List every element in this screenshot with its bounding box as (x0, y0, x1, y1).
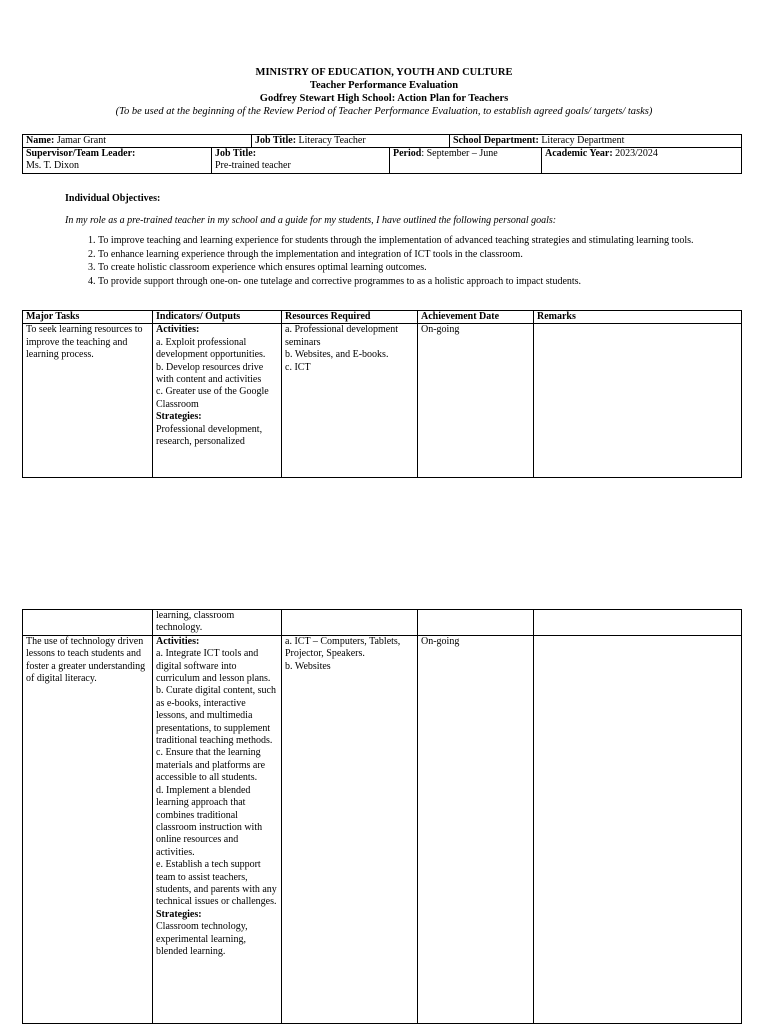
activity-item: a. Exploit professional development opportunities. (156, 336, 266, 361)
achievement-date-cell: On-going (418, 324, 534, 478)
strategies-label: Strategies: (156, 908, 202, 920)
academic-year-value: 2023/2024 (612, 148, 658, 159)
name-cell (23, 135, 252, 148)
activity-item: b. Develop resources drive with content and activities (156, 361, 264, 386)
objective-item: 3. To create holistic classroom experience which ensures optimal learning outcomes. (98, 262, 725, 275)
resources-cell (282, 610, 418, 636)
period-value: : September – June (421, 148, 498, 159)
remarks-cell (534, 635, 742, 1023)
activity-item: c. Greater use of the Google Classroom (156, 386, 269, 410)
activity-item: b. Curate digital content, such as e-books, interactive lessons, and multimedia presentations, to supplement traditional teaching methods. (156, 685, 276, 747)
job-title-cell (252, 135, 450, 148)
objective-item: 2. To enhance learning experience through the implementation and integration of ICT tools in the classroom. (98, 249, 725, 262)
table-header-row (23, 311, 742, 324)
objectives-list (65, 235, 725, 288)
indicators-cell: learning, classroom technology. (153, 610, 282, 636)
table-row (23, 324, 742, 478)
usage-note: (To be used at the beginning of the Review Period of Teacher Performance Evaluation, to establish agreed goals/ targets/ tasks) (115, 106, 653, 117)
col-achievement-date: Achievement Date (418, 311, 534, 324)
activity-item: d. Implement a blended learning approach that combines traditional classroom instruction with online resources and activities. (156, 784, 263, 858)
col-remarks: Remarks (534, 311, 742, 324)
action-plan-table-continued (22, 609, 742, 1024)
school-dept-cell (450, 135, 742, 148)
resource-item: b. Websites (285, 660, 331, 672)
strategies-text: Professional development, research, personalized (156, 423, 263, 448)
info-table-row2 (22, 147, 742, 174)
supervisor-cell (23, 148, 212, 174)
plan-title: Godfrey Stewart High School: Action Plan for Teachers (259, 93, 509, 104)
objectives-intro: In my role as a pre-trained teacher in my school and a guide for my students, I have outlined the following personal goals: (65, 214, 557, 226)
activity-item: c. Ensure that the learning materials and platforms are accessible to all students. (156, 747, 266, 784)
resources-cell (282, 324, 418, 478)
name-label: Name: (26, 135, 55, 146)
col-resources: Resources Required (282, 311, 418, 324)
col-major-tasks: Major Tasks (23, 311, 153, 324)
job-title-label: Job Title: (255, 135, 297, 146)
job-title2-label: Job Title: (215, 148, 257, 159)
activity-item: e. Establish a tech support team to assist teachers, students, and parents with any technical issues or challenges. (156, 859, 277, 908)
remarks-cell (534, 610, 742, 636)
job-title-value: Literacy Teacher (296, 135, 366, 146)
resource-item: a. Professional development seminars (285, 324, 399, 348)
academic-year-cell (542, 148, 742, 174)
table-row (23, 610, 742, 636)
resource-item: a. ICT – Computers, Tablets, Projector, Speakers. (285, 635, 401, 660)
school-dept-label: School Department: (453, 135, 539, 146)
strategies-text: Classroom technology, experimental learning, blended learning. (156, 921, 248, 957)
name-value: Jamar Grant (54, 135, 106, 146)
academic-year-label: Academic Year: (545, 148, 613, 159)
col-indicators: Indicators/ Outputs (153, 311, 282, 324)
task-cell: The use of technology driven lessons to teach students and foster a greater understanding of digital literacy. (23, 635, 153, 1023)
remarks-cell (534, 324, 742, 478)
achievement-date-cell (418, 610, 534, 636)
objective-item: 4. To provide support through one-on- one tutelage and corrective programmes to as a holistic approach to impact students. (98, 276, 725, 289)
individual-objectives (65, 193, 725, 289)
period-cell (390, 148, 542, 174)
activities-label: Activities: (156, 635, 200, 647)
activities-label: Activities: (156, 324, 200, 336)
supervisor-label: Supervisor/Team Leader: (26, 148, 136, 159)
strategies-label: Strategies: (156, 411, 202, 423)
task-cell (23, 610, 153, 636)
objectives-title: Individual Objectives: (65, 193, 161, 204)
document-header (0, 66, 768, 118)
task-cell: To seek learning resources to improve the teaching and learning process. (23, 324, 153, 478)
objective-item: 1. To improve teaching and learning experience for students through the implementation of advanced teaching strategies and stimulating learning tools. (98, 235, 725, 248)
achievement-date-cell: On-going (418, 635, 534, 1023)
period-label: Period (393, 148, 422, 159)
ministry-title: MINISTRY OF EDUCATION, YOUTH AND CULTURE (255, 67, 513, 78)
job-title2-value: Pre-trained teacher (215, 160, 291, 172)
table-row (23, 635, 742, 1023)
resources-cell (282, 635, 418, 1023)
indicators-cell (153, 324, 282, 478)
indicators-cell (153, 635, 282, 1023)
supervisor-value: Ms. T. Dixon (26, 160, 79, 172)
resource-item: c. ICT (285, 361, 311, 373)
job-title2-cell (212, 148, 390, 174)
school-dept-value: Literacy Department (538, 135, 625, 146)
action-plan-table (22, 310, 742, 478)
resource-item: b. Websites, and E-books. (285, 349, 389, 361)
activity-item: a. Integrate ICT tools and digital software into curriculum and lesson plans. (156, 648, 271, 685)
evaluation-title: Teacher Performance Evaluation (309, 80, 459, 91)
